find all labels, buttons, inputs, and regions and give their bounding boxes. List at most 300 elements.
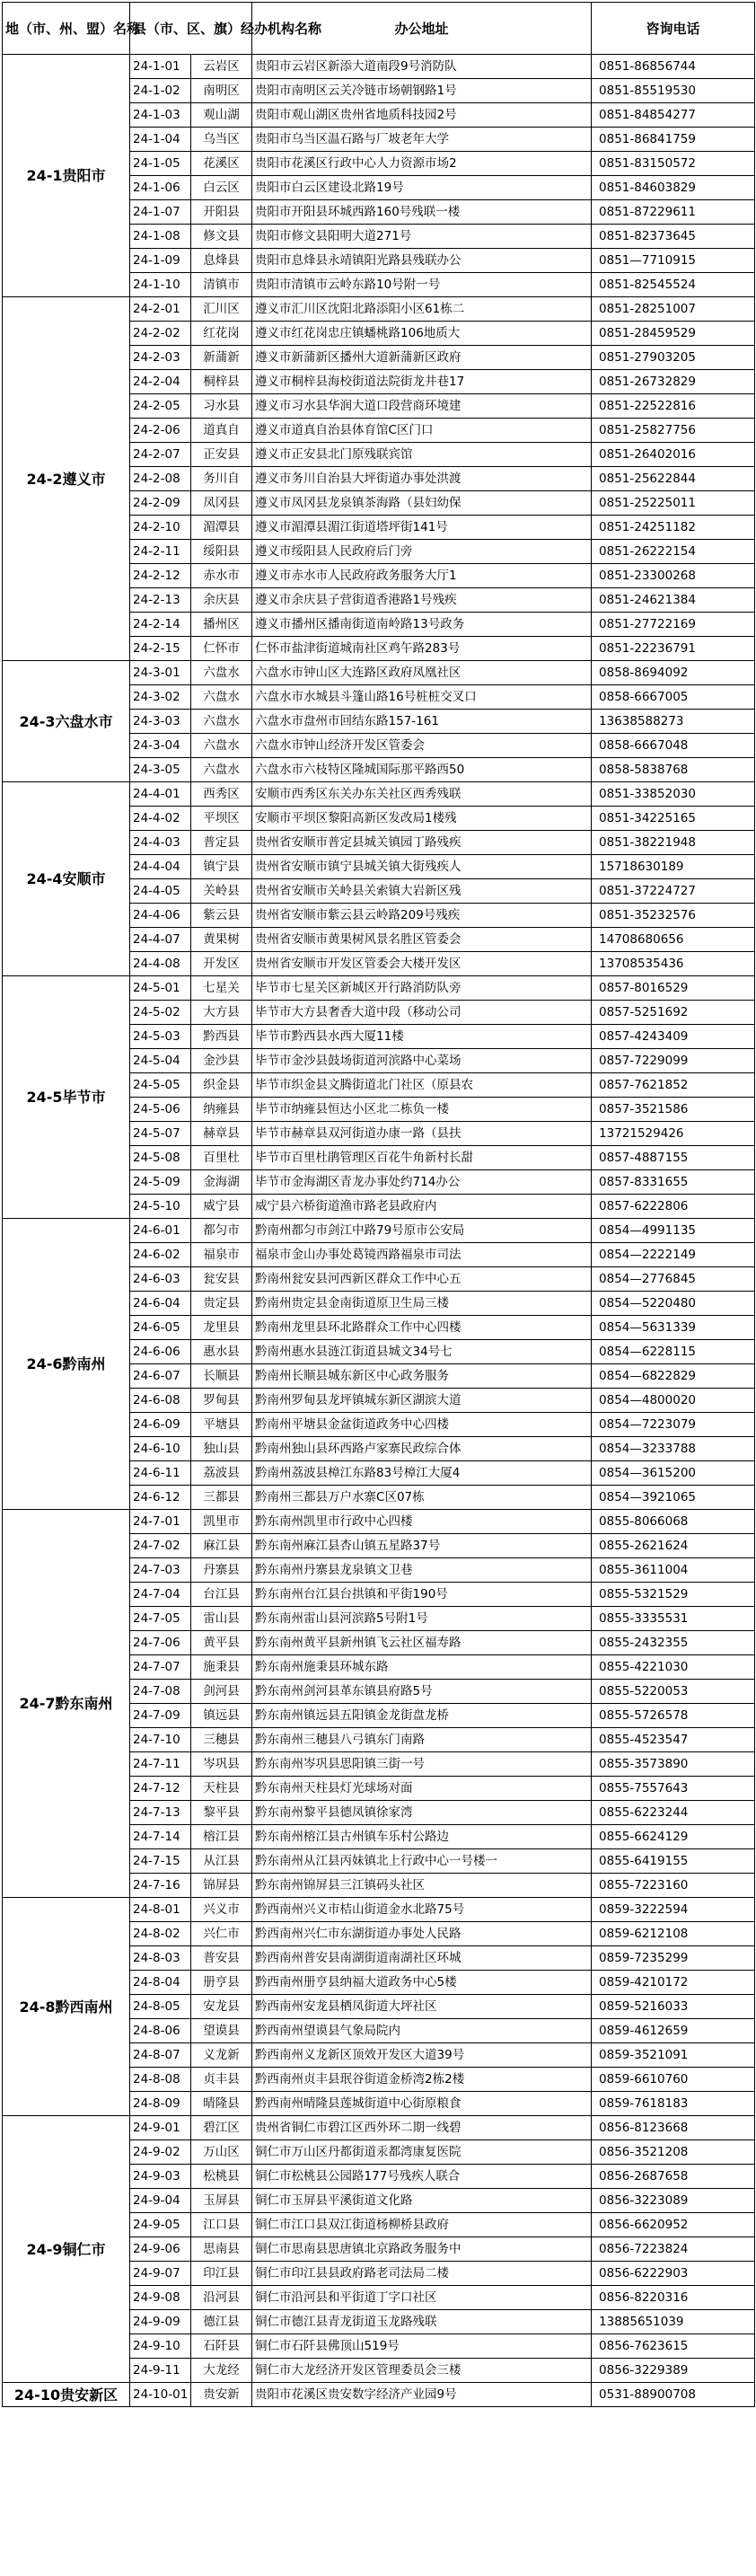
agency-code-cell: 24-6-09 xyxy=(130,1413,191,1437)
address-cell: 黔西南州册亨县纳福大道政务中心5楼 xyxy=(252,1971,592,1995)
agency-code-cell: 24-7-14 xyxy=(130,1825,191,1849)
county-name-cell: 织金县 xyxy=(191,1073,252,1098)
county-name-cell: 正安县 xyxy=(191,443,252,467)
phone-cell: 0855-6419155 xyxy=(592,1849,755,1874)
county-name-cell: 义龙新 xyxy=(191,2043,252,2068)
phone-cell: 0851-86841759 xyxy=(592,128,755,152)
phone-cell: 0856-8220316 xyxy=(592,2286,755,2310)
phone-cell: 0855-3611004 xyxy=(592,1558,755,1583)
address-cell: 黔东南州镇远县五阳镇金龙街盘龙桥 xyxy=(252,1704,592,1728)
address-cell: 遵义市湄潭县湄江街道塔坪街141号 xyxy=(252,516,592,540)
phone-cell: 0851-26402016 xyxy=(592,443,755,467)
address-cell: 铜仁市万山区丹都街道汞都湾康复医院 xyxy=(252,2140,592,2165)
county-name-cell: 纳雍县 xyxy=(191,1098,252,1122)
agency-code-cell: 24-6-03 xyxy=(130,1267,191,1292)
county-name-cell: 镇远县 xyxy=(191,1704,252,1728)
address-cell: 贵阳市云岩区新添大道南段9号消防队 xyxy=(252,55,592,79)
agency-code-cell: 24-7-05 xyxy=(130,1607,191,1631)
address-cell: 黔东南州雷山县河滨路5号附1号 xyxy=(252,1607,592,1631)
county-name-cell: 安龙县 xyxy=(191,1995,252,2019)
county-name-cell: 松桃县 xyxy=(191,2165,252,2189)
header-phone: 咨询电话 xyxy=(592,3,755,55)
address-cell: 贵阳市花溪区行政中心人力资源市场2 xyxy=(252,152,592,176)
county-name-cell: 息烽县 xyxy=(191,249,252,273)
county-name-cell: 湄潭县 xyxy=(191,516,252,540)
county-name-cell: 红花岗 xyxy=(191,322,252,346)
agency-code-cell: 24-6-07 xyxy=(130,1364,191,1389)
phone-cell: 0851-35232576 xyxy=(592,904,755,928)
address-cell: 黔东南州丹寨县龙泉镇文卫巷 xyxy=(252,1558,592,1583)
phone-cell: 0851-82545524 xyxy=(592,273,755,297)
city-name-cell: 24-10贵安新区 xyxy=(3,2383,130,2407)
agency-code-cell: 24-6-08 xyxy=(130,1389,191,1413)
county-name-cell: 贵定县 xyxy=(191,1292,252,1316)
county-name-cell: 开发区 xyxy=(191,952,252,976)
phone-cell: 13721529426 xyxy=(592,1122,755,1146)
county-name-cell: 贞丰县 xyxy=(191,2068,252,2092)
agency-code-cell: 24-2-12 xyxy=(130,564,191,588)
county-name-cell: 瓮安县 xyxy=(191,1267,252,1292)
agency-code-cell: 24-1-08 xyxy=(130,225,191,249)
address-cell: 六盘水市水城县斗篷山路16号桩桩交叉口 xyxy=(252,685,592,710)
agency-code-cell: 24-9-09 xyxy=(130,2310,191,2334)
county-name-cell: 金沙县 xyxy=(191,1049,252,1073)
address-cell: 毕节市金海湖区青龙办事处约714办公 xyxy=(252,1170,592,1195)
address-cell: 贵州省安顺市紫云县云岭路209号残疾 xyxy=(252,904,592,928)
phone-cell: 0859-7235299 xyxy=(592,1946,755,1971)
phone-cell: 0856-2687658 xyxy=(592,2165,755,2189)
county-name-cell: 凤冈县 xyxy=(191,491,252,516)
agency-code-cell: 24-2-10 xyxy=(130,516,191,540)
agency-code-cell: 24-7-10 xyxy=(130,1728,191,1752)
agency-code-cell: 24-6-02 xyxy=(130,1243,191,1267)
agency-code-cell: 24-7-16 xyxy=(130,1874,191,1898)
phone-cell: 0851-82373645 xyxy=(592,225,755,249)
county-name-cell: 新蒲新 xyxy=(191,346,252,370)
address-cell: 贵州省安顺市开发区管委会大楼开发区 xyxy=(252,952,592,976)
address-cell: 黔南州独山县环西路卢家寨民政综合体 xyxy=(252,1437,592,1461)
agency-code-cell: 24-7-09 xyxy=(130,1704,191,1728)
agency-code-cell: 24-2-03 xyxy=(130,346,191,370)
agency-code-cell: 24-2-06 xyxy=(130,419,191,443)
phone-cell: 0854—2776845 xyxy=(592,1267,755,1292)
agency-code-cell: 24-2-01 xyxy=(130,297,191,322)
agency-code-cell: 24-9-08 xyxy=(130,2286,191,2310)
address-cell: 黔西南州安龙县栖凤街道大坪社区 xyxy=(252,1995,592,2019)
agency-code-cell: 24-1-02 xyxy=(130,79,191,103)
phone-cell: 0858-5838768 xyxy=(592,758,755,782)
city-name-cell: 24-4安顺市 xyxy=(3,782,130,976)
address-cell: 毕节市赫章县双河街道办康一路（县扶 xyxy=(252,1122,592,1146)
agency-code-cell: 24-9-11 xyxy=(130,2359,191,2383)
agency-code-cell: 24-7-13 xyxy=(130,1801,191,1825)
phone-cell: 0857-4887155 xyxy=(592,1146,755,1170)
county-name-cell: 天柱县 xyxy=(191,1777,252,1801)
address-cell: 仁怀市盐津街道城南社区鸡午路283号 xyxy=(252,637,592,661)
agency-code-cell: 24-4-04 xyxy=(130,855,191,879)
county-name-cell: 独山县 xyxy=(191,1437,252,1461)
agency-code-cell: 24-1-06 xyxy=(130,176,191,200)
agency-code-cell: 24-9-05 xyxy=(130,2213,191,2237)
agency-code-cell: 24-3-04 xyxy=(130,734,191,758)
address-cell: 黔东南州施秉县环城东路 xyxy=(252,1655,592,1680)
phone-cell: 0856-8123668 xyxy=(592,2116,755,2140)
agency-code-cell: 24-2-14 xyxy=(130,613,191,637)
county-name-cell: 思南县 xyxy=(191,2237,252,2262)
county-name-cell: 镇宁县 xyxy=(191,855,252,879)
county-name-cell: 白云区 xyxy=(191,176,252,200)
phone-cell: 0859-3521091 xyxy=(592,2043,755,2068)
county-name-cell: 六盘水 xyxy=(191,758,252,782)
address-cell: 黔西南州兴义市桔山街道金水北路75号 xyxy=(252,1898,592,1922)
table-row xyxy=(3,1510,755,1534)
city-name-cell: 24-7黔东南州 xyxy=(3,1510,130,1898)
agency-code-cell: 24-8-08 xyxy=(130,2068,191,2092)
county-name-cell: 凯里市 xyxy=(191,1510,252,1534)
address-cell: 黔东南州从江县丙妹镇北上行政中心一号楼一 xyxy=(252,1849,592,1874)
address-cell: 黔东南州锦屏县三江镇码头社区 xyxy=(252,1874,592,1898)
phone-cell: 0851-34225165 xyxy=(592,807,755,831)
agency-code-cell: 24-5-01 xyxy=(130,976,191,1001)
agency-code-cell: 24-4-02 xyxy=(130,807,191,831)
phone-cell: 0858-6667048 xyxy=(592,734,755,758)
county-name-cell: 南明区 xyxy=(191,79,252,103)
table-row xyxy=(3,976,755,1001)
county-name-cell: 沿河县 xyxy=(191,2286,252,2310)
phone-cell: 0859-6212108 xyxy=(592,1922,755,1946)
county-name-cell: 务川自 xyxy=(191,467,252,491)
address-cell: 遵义市播州区播南街道南岭路13号政务 xyxy=(252,613,592,637)
agency-code-cell: 24-3-03 xyxy=(130,710,191,734)
table-row xyxy=(3,2383,755,2407)
agency-code-cell: 24-5-09 xyxy=(130,1170,191,1195)
address-cell: 安顺市平坝区黎阳高新区发改局1楼残 xyxy=(252,807,592,831)
agency-code-cell: 24-8-05 xyxy=(130,1995,191,2019)
agency-code-cell: 24-7-03 xyxy=(130,1558,191,1583)
agency-code-cell: 24-10-01 xyxy=(130,2383,191,2407)
county-name-cell: 绥阳县 xyxy=(191,540,252,564)
phone-cell: 0851-22236791 xyxy=(592,637,755,661)
county-name-cell: 印江县 xyxy=(191,2262,252,2286)
agency-code-cell: 24-9-07 xyxy=(130,2262,191,2286)
county-name-cell: 台江县 xyxy=(191,1583,252,1607)
agency-code-cell: 24-7-02 xyxy=(130,1534,191,1558)
county-name-cell: 黔西县 xyxy=(191,1025,252,1049)
agency-directory-table xyxy=(2,2,755,2407)
address-cell: 遵义市新蒲新区播州大道新蒲新区政府 xyxy=(252,346,592,370)
header-county: 县（市、区、旗）经办机构名称 xyxy=(130,3,252,55)
address-cell: 遵义市习水县华润大道口段营商环境建 xyxy=(252,394,592,419)
county-name-cell: 荔波县 xyxy=(191,1461,252,1486)
address-cell: 遵义市务川自治县大坪街道办事处洪渡 xyxy=(252,467,592,491)
address-cell: 毕节市百里杜鹃管理区百花牛角新村长甜 xyxy=(252,1146,592,1170)
county-name-cell: 玉屏县 xyxy=(191,2189,252,2213)
address-cell: 黔东南州天柱县灯光球场对面 xyxy=(252,1777,592,1801)
address-cell: 黔东南州剑河县革东镇县府路5号 xyxy=(252,1680,592,1704)
phone-cell: 0855-5321529 xyxy=(592,1583,755,1607)
agency-code-cell: 24-2-02 xyxy=(130,322,191,346)
phone-cell: 0851-37224727 xyxy=(592,879,755,904)
address-cell: 遵义市汇川区沈阳北路添阳小区61栋二 xyxy=(252,297,592,322)
address-cell: 毕节市大方县奢香大道中段（移动公司 xyxy=(252,1001,592,1025)
agency-code-cell: 24-7-06 xyxy=(130,1631,191,1655)
phone-cell: 0854—6822829 xyxy=(592,1364,755,1389)
phone-cell: 0854—3233788 xyxy=(592,1437,755,1461)
county-name-cell: 黄果树 xyxy=(191,928,252,952)
agency-code-cell: 24-1-05 xyxy=(130,152,191,176)
phone-cell: 0851—7710915 xyxy=(592,249,755,273)
address-cell: 安顺市西秀区东关办东关社区西秀残联 xyxy=(252,782,592,807)
county-name-cell: 万山区 xyxy=(191,2140,252,2165)
phone-cell: 0854—5631339 xyxy=(592,1316,755,1340)
agency-code-cell: 24-4-03 xyxy=(130,831,191,855)
county-name-cell: 锦屏县 xyxy=(191,1874,252,1898)
phone-cell: 0854—5220480 xyxy=(592,1292,755,1316)
county-name-cell: 施秉县 xyxy=(191,1655,252,1680)
agency-code-cell: 24-4-05 xyxy=(130,879,191,904)
phone-cell: 0858-6667005 xyxy=(592,685,755,710)
table-body xyxy=(3,55,755,2407)
county-name-cell: 关岭县 xyxy=(191,879,252,904)
county-name-cell: 播州区 xyxy=(191,613,252,637)
agency-code-cell: 24-8-04 xyxy=(130,1971,191,1995)
table-row xyxy=(3,1898,755,1922)
table-row xyxy=(3,782,755,807)
address-cell: 铜仁市德江县青龙街道玉龙路残联 xyxy=(252,2310,592,2334)
agency-code-cell: 24-8-03 xyxy=(130,1946,191,1971)
county-name-cell: 三穗县 xyxy=(191,1728,252,1752)
phone-cell: 0855-5220053 xyxy=(592,1680,755,1704)
phone-cell: 0854—4800020 xyxy=(592,1389,755,1413)
address-cell: 铜仁市沿河县和平街道丁字口社区 xyxy=(252,2286,592,2310)
address-cell: 毕节市金沙县鼓场街道河滨路中心菜场 xyxy=(252,1049,592,1073)
county-name-cell: 修文县 xyxy=(191,225,252,249)
county-name-cell: 德江县 xyxy=(191,2310,252,2334)
table-row xyxy=(3,297,755,322)
agency-code-cell: 24-2-15 xyxy=(130,637,191,661)
phone-cell: 0851-25225011 xyxy=(592,491,755,516)
county-name-cell: 桐梓县 xyxy=(191,370,252,394)
agency-code-cell: 24-5-04 xyxy=(130,1049,191,1073)
phone-cell: 0856-7223824 xyxy=(592,2237,755,2262)
address-cell: 黔西南州望谟县气象局院内 xyxy=(252,2019,592,2043)
phone-cell: 0855-4523547 xyxy=(592,1728,755,1752)
address-cell: 福泉市金山办事处葛镜西路福泉市司法 xyxy=(252,1243,592,1267)
city-name-cell: 24-8黔西南州 xyxy=(3,1898,130,2116)
phone-cell: 0857-7229099 xyxy=(592,1049,755,1073)
phone-cell: 0857-5251692 xyxy=(592,1001,755,1025)
county-name-cell: 百里杜 xyxy=(191,1146,252,1170)
address-cell: 铜仁市思南县思唐镇北京路政务服务中 xyxy=(252,2237,592,2262)
county-name-cell: 云岩区 xyxy=(191,55,252,79)
agency-code-cell: 24-1-03 xyxy=(130,103,191,128)
address-cell: 黔西南州兴仁市东湖街道办事处人民路 xyxy=(252,1922,592,1946)
address-cell: 贵阳市乌当区温石路与厂坡老年大学 xyxy=(252,128,592,152)
agency-code-cell: 24-1-09 xyxy=(130,249,191,273)
county-name-cell: 大方县 xyxy=(191,1001,252,1025)
agency-code-cell: 24-5-06 xyxy=(130,1098,191,1122)
agency-code-cell: 24-2-09 xyxy=(130,491,191,516)
county-name-cell: 晴隆县 xyxy=(191,2092,252,2116)
address-cell: 贵州省安顺市黄果树风景名胜区管委会 xyxy=(252,928,592,952)
phone-cell: 0851-24251182 xyxy=(592,516,755,540)
phone-cell: 0851-33852030 xyxy=(592,782,755,807)
city-name-cell: 24-2遵义市 xyxy=(3,297,130,661)
agency-code-cell: 24-7-01 xyxy=(130,1510,191,1534)
address-cell: 遵义市道真自治县体育馆C区门口 xyxy=(252,419,592,443)
address-cell: 黔南州贵定县金南街道原卫生局三楼 xyxy=(252,1292,592,1316)
county-name-cell: 贵安新 xyxy=(191,2383,252,2407)
address-cell: 铜仁市玉屏县平溪街道文化路 xyxy=(252,2189,592,2213)
phone-cell: 0855-4221030 xyxy=(592,1655,755,1680)
agency-code-cell: 24-1-10 xyxy=(130,273,191,297)
county-name-cell: 册亨县 xyxy=(191,1971,252,1995)
phone-cell: 0851-27903205 xyxy=(592,346,755,370)
agency-code-cell: 24-4-01 xyxy=(130,782,191,807)
address-cell: 贵州省安顺市普定县城关镇园丁路残疾 xyxy=(252,831,592,855)
address-cell: 黔东南州黄平县新州镇飞云社区福寿路 xyxy=(252,1631,592,1655)
county-name-cell: 六盘水 xyxy=(191,685,252,710)
phone-cell: 0855-2621624 xyxy=(592,1534,755,1558)
agency-code-cell: 24-5-05 xyxy=(130,1073,191,1098)
phone-cell: 0857-6222806 xyxy=(592,1195,755,1219)
county-name-cell: 黎平县 xyxy=(191,1801,252,1825)
address-cell: 六盘水市钟山区大连路区政府凤凰社区 xyxy=(252,661,592,685)
address-cell: 铜仁市石阡县佛顶山519号 xyxy=(252,2334,592,2359)
county-name-cell: 长顺县 xyxy=(191,1364,252,1389)
phone-cell: 0856-3521208 xyxy=(592,2140,755,2165)
county-name-cell: 花溪区 xyxy=(191,152,252,176)
header-city: 地（市、州、盟）名称 xyxy=(3,3,130,55)
agency-code-cell: 24-9-02 xyxy=(130,2140,191,2165)
agency-code-cell: 24-5-08 xyxy=(130,1146,191,1170)
county-name-cell: 赤水市 xyxy=(191,564,252,588)
phone-cell: 0851-28251007 xyxy=(592,297,755,322)
phone-cell: 0851-84603829 xyxy=(592,176,755,200)
phone-cell: 0851-83150572 xyxy=(592,152,755,176)
phone-cell: 0855-8066068 xyxy=(592,1510,755,1534)
address-cell: 铜仁市印江县县政府路老司法局二楼 xyxy=(252,2262,592,2286)
county-name-cell: 石阡县 xyxy=(191,2334,252,2359)
county-name-cell: 龙里县 xyxy=(191,1316,252,1340)
county-name-cell: 福泉市 xyxy=(191,1243,252,1267)
agency-code-cell: 24-3-05 xyxy=(130,758,191,782)
address-cell: 遵义市余庆县子营街道香港路1号残疾 xyxy=(252,588,592,613)
agency-code-cell: 24-8-01 xyxy=(130,1898,191,1922)
phone-cell: 0851-28459529 xyxy=(592,322,755,346)
agency-code-cell: 24-5-03 xyxy=(130,1025,191,1049)
address-cell: 贵阳市开阳县环城西路160号残联一楼 xyxy=(252,200,592,225)
county-name-cell: 剑河县 xyxy=(191,1680,252,1704)
address-cell: 贵阳市修文县阳明大道271号 xyxy=(252,225,592,249)
agency-code-cell: 24-2-08 xyxy=(130,467,191,491)
address-cell: 黔南州荔波县樟江东路83号樟江大厦4 xyxy=(252,1461,592,1486)
county-name-cell: 六盘水 xyxy=(191,710,252,734)
phone-cell: 0857-3521586 xyxy=(592,1098,755,1122)
county-name-cell: 三都县 xyxy=(191,1486,252,1510)
phone-cell: 0851-23300268 xyxy=(592,564,755,588)
agency-code-cell: 24-4-08 xyxy=(130,952,191,976)
address-cell: 黔东南州凯里市行政中心四楼 xyxy=(252,1510,592,1534)
address-cell: 黔南州龙里县环北路群众工作中心四楼 xyxy=(252,1316,592,1340)
phone-cell: 0856-7623615 xyxy=(592,2334,755,2359)
address-cell: 遵义市凤冈县龙泉镇茶海路（县妇幼保 xyxy=(252,491,592,516)
phone-cell: 0859-4210172 xyxy=(592,1971,755,1995)
phone-cell: 0856-3229389 xyxy=(592,2359,755,2383)
phone-cell: 0854—2222149 xyxy=(592,1243,755,1267)
county-name-cell: 道真自 xyxy=(191,419,252,443)
phone-cell: 0855-3573890 xyxy=(592,1752,755,1777)
agency-code-cell: 24-3-01 xyxy=(130,661,191,685)
agency-code-cell: 24-6-06 xyxy=(130,1340,191,1364)
agency-code-cell: 24-7-11 xyxy=(130,1752,191,1777)
address-cell: 黔东南州台江县台拱镇和平街190号 xyxy=(252,1583,592,1607)
agency-code-cell: 24-2-05 xyxy=(130,394,191,419)
address-cell: 黔南州都匀市剑江中路79号原市公安局 xyxy=(252,1219,592,1243)
county-name-cell: 乌当区 xyxy=(191,128,252,152)
city-name-cell: 24-5毕节市 xyxy=(3,976,130,1219)
agency-code-cell: 24-6-01 xyxy=(130,1219,191,1243)
county-name-cell: 清镇市 xyxy=(191,273,252,297)
address-cell: 黔南州罗甸县龙坪镇城东新区湖滨大道 xyxy=(252,1389,592,1413)
phone-cell: 15718630189 xyxy=(592,855,755,879)
table-row xyxy=(3,1219,755,1243)
phone-cell: 0851-27722169 xyxy=(592,613,755,637)
agency-code-cell: 24-2-07 xyxy=(130,443,191,467)
address-cell: 铜仁市江口县双江街道杨柳桥县政府 xyxy=(252,2213,592,2237)
agency-code-cell: 24-8-09 xyxy=(130,2092,191,2116)
address-cell: 毕节市纳雍县恒达小区北二栋负一楼 xyxy=(252,1098,592,1122)
county-name-cell: 习水县 xyxy=(191,394,252,419)
agency-code-cell: 24-1-04 xyxy=(130,128,191,152)
phone-cell: 0851-22522816 xyxy=(592,394,755,419)
phone-cell: 0859-6610760 xyxy=(592,2068,755,2092)
county-name-cell: 余庆县 xyxy=(191,588,252,613)
phone-cell: 14708680656 xyxy=(592,928,755,952)
phone-cell: 0859-7618183 xyxy=(592,2092,755,2116)
phone-cell: 0855-2432355 xyxy=(592,1631,755,1655)
phone-cell: 0851-87229611 xyxy=(592,200,755,225)
phone-cell: 0856-6222903 xyxy=(592,2262,755,2286)
agency-code-cell: 24-1-07 xyxy=(130,200,191,225)
phone-cell: 0859-3222594 xyxy=(592,1898,755,1922)
city-name-cell: 24-1贵阳市 xyxy=(3,55,130,297)
phone-cell: 0851-25622844 xyxy=(592,467,755,491)
county-name-cell: 赫章县 xyxy=(191,1122,252,1146)
address-cell: 黔东南州榕江县古州镇车乐村公路边 xyxy=(252,1825,592,1849)
city-name-cell: 24-6黔南州 xyxy=(3,1219,130,1510)
address-cell: 贵阳市清镇市云岭东路10号附一号 xyxy=(252,273,592,297)
address-cell: 黔东南州三穗县八弓镇东门南路 xyxy=(252,1728,592,1752)
phone-cell: 0855-5726578 xyxy=(592,1704,755,1728)
address-cell: 贵阳市观山湖区贵州省地质科技园2号 xyxy=(252,103,592,128)
phone-cell: 0531-88900708 xyxy=(592,2383,755,2407)
address-cell: 贵州省安顺市镇宁县城关镇大街残疾人 xyxy=(252,855,592,879)
agency-code-cell: 24-5-07 xyxy=(130,1122,191,1146)
county-name-cell: 麻江县 xyxy=(191,1534,252,1558)
phone-cell: 0854—6228115 xyxy=(592,1340,755,1364)
address-cell: 黔东南州黎平县德凤镇徐家湾 xyxy=(252,1801,592,1825)
agency-code-cell: 24-2-04 xyxy=(130,370,191,394)
address-cell: 黔西南州义龙新区顶效开发区大道39号 xyxy=(252,2043,592,2068)
county-name-cell: 岑巩县 xyxy=(191,1752,252,1777)
county-name-cell: 六盘水 xyxy=(191,734,252,758)
phone-cell: 0855-6624129 xyxy=(592,1825,755,1849)
phone-cell: 0851-85519530 xyxy=(592,79,755,103)
address-cell: 黔东南州岑巩县思阳镇三街一号 xyxy=(252,1752,592,1777)
header-address: 办公地址 xyxy=(252,3,592,55)
address-cell: 六盘水市钟山经济开发区管委会 xyxy=(252,734,592,758)
